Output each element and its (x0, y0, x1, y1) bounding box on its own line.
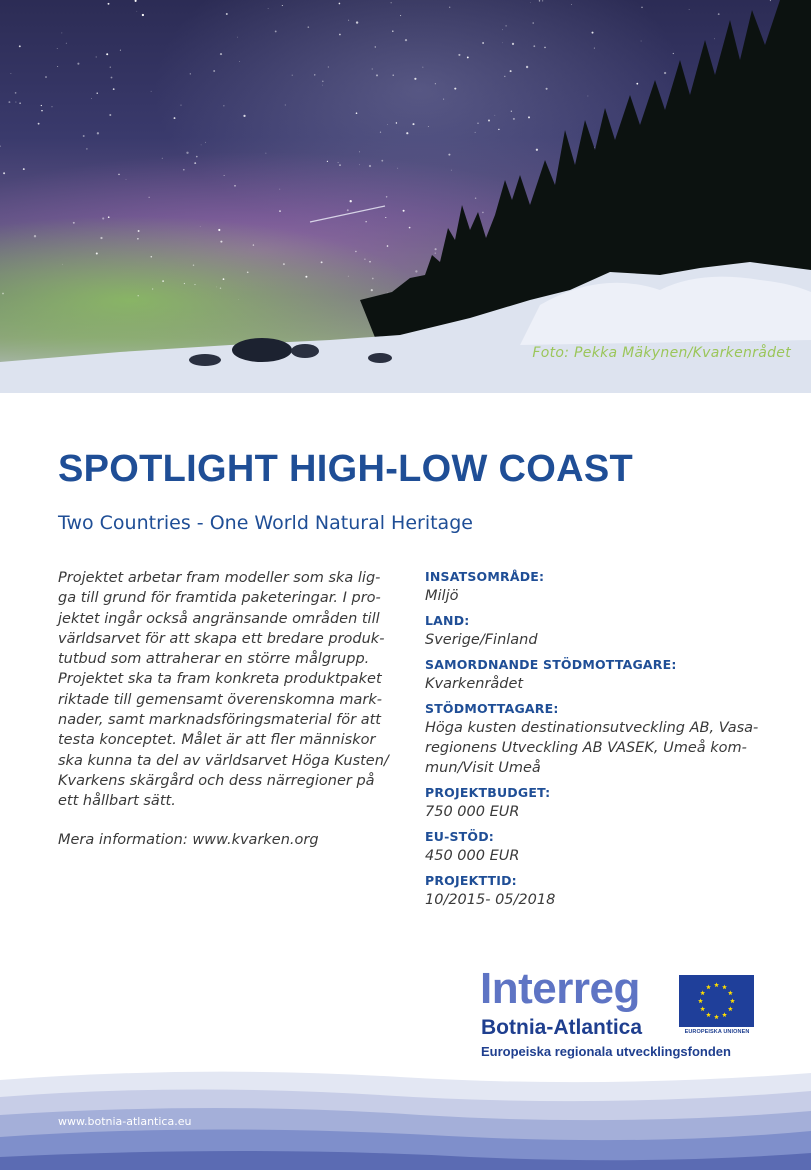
star (91, 98, 92, 99)
star (718, 13, 720, 15)
star (205, 142, 206, 143)
fact-budget (425, 784, 765, 822)
star (19, 102, 21, 104)
fact-label: PROJEKTTID: (425, 873, 517, 888)
star (339, 164, 341, 166)
star (381, 160, 383, 162)
fact-value: Miljö (425, 588, 459, 604)
star (475, 198, 476, 199)
star (513, 118, 515, 120)
star (61, 32, 62, 33)
star (283, 263, 285, 265)
star (181, 105, 182, 106)
star (380, 132, 381, 133)
star (359, 164, 360, 165)
star (364, 259, 365, 260)
fact-value: 450 000 EUR (425, 848, 520, 864)
star (423, 67, 424, 68)
star (266, 153, 267, 154)
star (220, 288, 221, 289)
star (770, 0, 771, 1)
star (347, 209, 349, 211)
star (391, 2, 392, 3)
star (458, 54, 460, 56)
star (108, 3, 110, 5)
star (41, 110, 42, 111)
star (350, 200, 352, 202)
star (285, 105, 286, 106)
star (504, 76, 505, 77)
star (149, 197, 150, 198)
star (372, 278, 374, 280)
star (247, 271, 249, 273)
star (100, 237, 102, 239)
star (275, 30, 277, 32)
star (328, 66, 329, 67)
star (397, 168, 398, 169)
star (142, 14, 144, 16)
star (226, 13, 228, 15)
star (110, 66, 111, 67)
boulder (368, 353, 392, 363)
star (372, 69, 373, 70)
star (73, 222, 75, 224)
star (186, 152, 188, 154)
star (475, 132, 476, 133)
eu-caption: EUROPEISKA UNIONEN (684, 1029, 750, 1035)
star (220, 53, 222, 55)
fact-eu-stod (425, 828, 765, 866)
star (57, 66, 58, 67)
fact-value: Sverige/Finland (425, 632, 538, 648)
star (592, 32, 594, 34)
star (138, 230, 140, 232)
star (109, 114, 111, 116)
star (126, 179, 127, 180)
photo-credit: Foto: Pekka Mäkynen/Kvarkenrådet (532, 345, 791, 361)
star (184, 283, 185, 284)
star (15, 92, 17, 94)
star (405, 39, 407, 41)
night-landscape (0, 0, 811, 393)
star (348, 20, 349, 21)
description-paragraph: Projektet arbetar fram modeller som ska lig-ga till grund för framtida paketeringar. I pro-jektet ingår också angränsande områden till världsarvet för att skapa ett bredare produk-tutbud som attraherar en större målgrupp. Projektet ska ta fram konkreta produktpaket riktade till gemensamt överenskomna mark-nader, samt marknadsföringsmaterial för att testa konceptet. Målet är att fler människor ska kunna ta del av världsarvet Höga Kusten/ Kvarkens skärgård och dess närregioner på ett hållbart sätt. (58, 570, 389, 810)
star (194, 162, 196, 164)
star (488, 120, 490, 122)
star (243, 115, 245, 117)
fact-value: Höga kusten destinationsutveckling AB, Vasa-regionens Utveckling AB VASEK, Umeå kom-mun/Visit Umeå (425, 720, 759, 776)
fact-projekttid (425, 872, 765, 910)
star (636, 83, 638, 85)
logo-program: Botnia-Atlantica (481, 1016, 643, 1039)
star (369, 261, 371, 263)
star (77, 63, 79, 65)
star (449, 7, 450, 8)
star (400, 15, 401, 16)
boulder (232, 338, 292, 362)
star (409, 227, 411, 229)
star (412, 123, 414, 125)
project-description (58, 568, 393, 868)
star (406, 132, 408, 134)
star (435, 83, 436, 84)
star (83, 135, 85, 137)
star (190, 73, 191, 74)
star (387, 245, 389, 247)
star (279, 189, 280, 190)
star (533, 45, 535, 47)
star (314, 74, 315, 75)
star (539, 0, 540, 1)
star (118, 174, 120, 176)
star (193, 264, 194, 265)
star (588, 96, 589, 97)
star (237, 37, 238, 38)
star (542, 0, 543, 1)
fact-label: LAND: (425, 613, 470, 628)
star (356, 112, 358, 114)
star (108, 216, 110, 218)
star (477, 123, 478, 124)
star (371, 289, 373, 291)
star (689, 9, 690, 10)
star (97, 132, 99, 134)
star (137, 238, 139, 240)
star (10, 73, 11, 74)
star (415, 270, 417, 272)
star (443, 99, 444, 100)
star (339, 34, 341, 36)
star (366, 221, 367, 222)
star (322, 80, 324, 82)
logo-name: Interreg (480, 964, 640, 1013)
star (536, 149, 538, 151)
star (38, 123, 40, 125)
fact-value: 10/2015- 05/2018 (425, 892, 556, 908)
star (641, 7, 642, 8)
star (136, 11, 137, 12)
star (467, 56, 469, 58)
star (339, 3, 341, 5)
star (174, 117, 176, 119)
star (322, 85, 323, 86)
page-subtitle: Two Countries - One World Natural Heritage (58, 512, 473, 534)
star (502, 42, 503, 43)
fact-label: SAMORDNANDE STÖDMOTTAGARE: (425, 657, 677, 672)
star (253, 244, 254, 245)
star (369, 165, 371, 167)
fact-land (425, 612, 765, 650)
star (641, 41, 642, 42)
star (2, 293, 4, 295)
star (66, 43, 67, 44)
interreg-logo (480, 964, 770, 1065)
star (321, 261, 323, 263)
star (454, 88, 456, 90)
star (151, 256, 153, 258)
star (482, 42, 484, 44)
star (220, 241, 222, 243)
star (435, 248, 437, 250)
star (511, 111, 512, 112)
star (356, 21, 358, 23)
star (546, 88, 548, 90)
star (120, 50, 121, 51)
star (532, 22, 534, 24)
star (0, 145, 1, 146)
star (239, 61, 240, 62)
star (376, 74, 378, 76)
star (216, 287, 217, 288)
star (8, 101, 10, 103)
star (223, 278, 225, 280)
fact-label: STÖDMOTTAGARE: (425, 701, 559, 716)
star (200, 226, 201, 227)
star (162, 280, 164, 282)
fact-stodmottagare (425, 700, 765, 778)
star (386, 196, 388, 198)
star (19, 45, 21, 47)
star (359, 152, 360, 153)
star (96, 56, 97, 57)
star (15, 102, 16, 103)
star (528, 116, 530, 118)
star (218, 229, 220, 231)
star (348, 276, 349, 277)
star (494, 115, 495, 116)
star (194, 284, 195, 285)
star (234, 185, 236, 187)
star (526, 66, 528, 68)
boulder (291, 344, 319, 358)
star (45, 76, 47, 78)
star (238, 299, 239, 300)
star (385, 217, 386, 218)
page-title: SPOTLIGHT HIGH-LOW COAST (58, 448, 634, 490)
fact-value: Kvarkenrådet (425, 676, 524, 692)
project-facts (425, 568, 765, 916)
star (414, 78, 416, 80)
star (571, 4, 572, 5)
star (279, 210, 281, 212)
star (451, 170, 452, 171)
star (86, 148, 87, 149)
star (34, 235, 36, 237)
logo-fund: Europeiska regionala utvecklingsfonden (481, 1044, 731, 1059)
star (213, 70, 215, 72)
star (403, 210, 405, 212)
star (151, 91, 152, 92)
star (375, 46, 376, 47)
star (544, 47, 546, 49)
star (428, 126, 429, 127)
star (292, 75, 293, 76)
star (201, 145, 202, 146)
boulder (189, 354, 221, 366)
star (392, 30, 393, 31)
fact-label: PROJEKTBUDGET: (425, 785, 551, 800)
star (111, 77, 113, 79)
fact-label: EU-STÖD: (425, 829, 495, 844)
eu-flag-icon (679, 975, 754, 1027)
star (224, 175, 225, 176)
star (113, 88, 115, 90)
shooting-star (310, 206, 385, 222)
fact-insatsomrade (425, 568, 765, 606)
star (673, 53, 674, 54)
star (183, 169, 185, 171)
fact-value: 750 000 EUR (425, 804, 520, 820)
fact-samordnande (425, 656, 765, 694)
star (223, 105, 224, 106)
star (196, 156, 198, 158)
star (510, 70, 512, 72)
star (102, 217, 104, 219)
star (62, 264, 63, 265)
star (387, 124, 388, 125)
star (96, 252, 98, 254)
star (498, 129, 499, 130)
star (594, 48, 595, 49)
star (448, 154, 450, 156)
star (268, 8, 269, 9)
star (23, 168, 25, 170)
star (3, 172, 5, 174)
star (338, 162, 339, 163)
footer-url[interactable]: www.botnia-atlantica.eu (58, 1115, 192, 1128)
star (135, 0, 137, 2)
hero-photo (0, 0, 811, 393)
star (57, 48, 58, 49)
star (505, 25, 506, 26)
star (282, 5, 283, 6)
star (714, 38, 715, 39)
star (162, 158, 163, 159)
star (393, 75, 394, 76)
star (512, 43, 514, 45)
star (355, 251, 356, 252)
star (152, 288, 153, 289)
star (530, 2, 531, 3)
star (305, 276, 307, 278)
fact-label: INSATSOMRÅDE: (425, 569, 545, 584)
star (327, 161, 328, 162)
star (138, 295, 139, 296)
more-info: Mera information: www.kvarken.org (58, 831, 319, 848)
star (106, 53, 108, 55)
star (664, 72, 666, 74)
star (41, 105, 42, 106)
star (308, 26, 310, 28)
star (435, 253, 436, 254)
star (51, 106, 52, 107)
star (482, 212, 484, 214)
star (502, 29, 503, 30)
star (97, 93, 98, 94)
star (396, 122, 397, 123)
